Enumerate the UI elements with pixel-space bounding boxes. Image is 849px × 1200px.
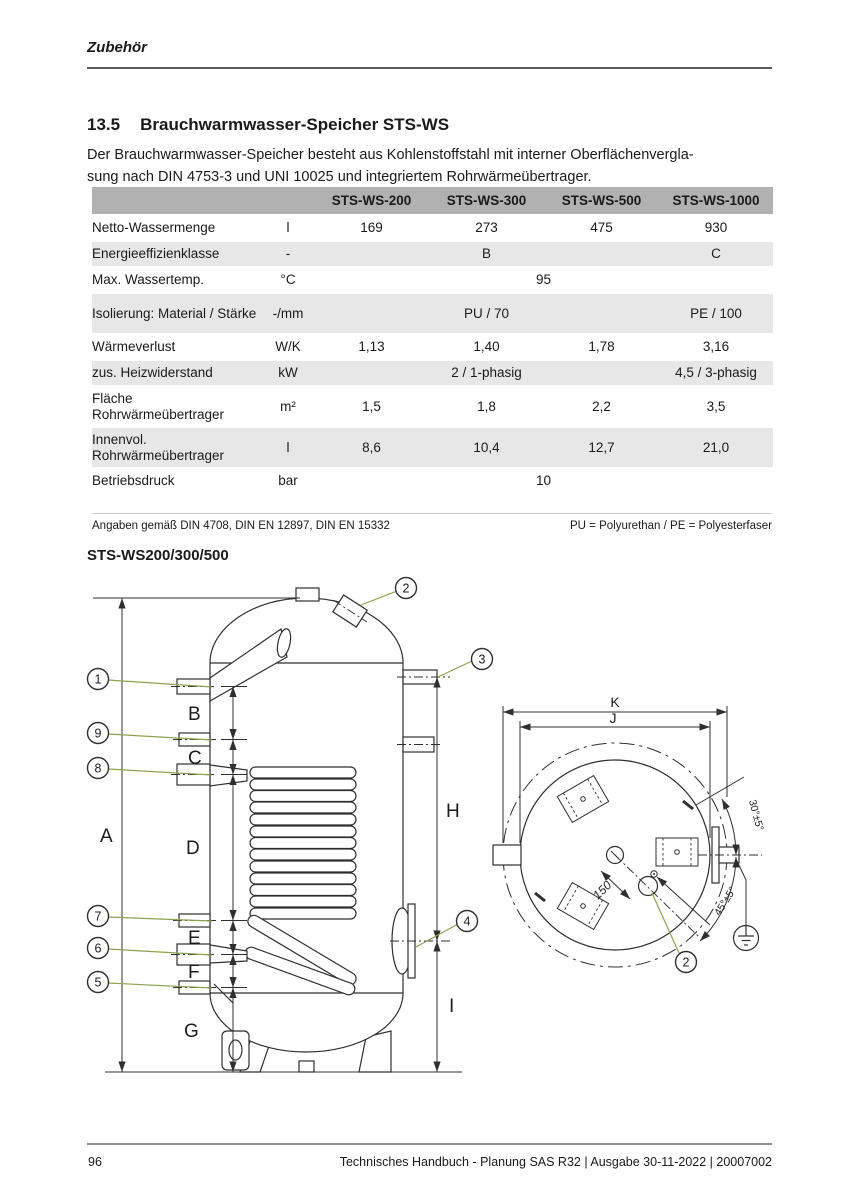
footer-text: Technisches Handbuch - Planung SAS R32 | Ausgabe 30-11-2022 | 20007002: [339, 1155, 772, 1169]
callout-3: [472, 649, 493, 670]
table-cell: 8,6: [362, 439, 381, 455]
dimension-J: [520, 710, 710, 843]
table-cell: 1,40: [473, 339, 500, 354]
dim-label-e: E: [188, 928, 201, 949]
row-label: Fläche Rohrwärmeübertrager: [92, 390, 225, 422]
table-row: [92, 215, 773, 241]
dim-label-d: D: [186, 838, 200, 859]
table-row: [92, 241, 773, 267]
dim-label-a: A: [100, 826, 113, 847]
table-cell: 1,8: [477, 398, 496, 414]
angle-label-30: 30°±5°: [746, 798, 766, 833]
callout-9: [88, 723, 109, 744]
column-header: STS-WS-500: [544, 187, 659, 215]
column-header-empty: [92, 187, 262, 215]
section-number: 13.5: [87, 115, 121, 134]
body-line: Der Brauchwarmwasser-Speicher besteht aus Kohlenstoffstahl mit interner Oberflächenvergla-: [87, 147, 694, 163]
diagram-subtitle: STS-WS200/300/500: [87, 547, 229, 564]
dim-label-150: 150: [590, 878, 615, 903]
dim-label-k: K: [610, 694, 620, 710]
callout-6: [88, 938, 109, 959]
running-title: Zubehör: [87, 39, 147, 56]
table-row: [92, 293, 773, 334]
table-cell: C: [711, 246, 721, 261]
table-cell: 3,16: [702, 339, 730, 354]
technical-drawing: [0, 575, 849, 1100]
dim-label-f: F: [188, 962, 200, 983]
column-header-empty: [262, 187, 314, 215]
row-label: zus. Heizwiderstand: [92, 365, 213, 380]
callout-1: [88, 669, 109, 690]
row-unit: W/K: [275, 339, 301, 354]
row-unit: l: [286, 220, 290, 235]
callout-2: [396, 578, 417, 599]
weld-mark: [683, 801, 693, 809]
table-cell: 2 / 1-phasig: [451, 365, 522, 380]
row-unit: l: [286, 439, 290, 455]
column-header: STS-WS-1000: [659, 187, 773, 215]
table-cell: 95: [535, 272, 552, 287]
callout-7: [88, 906, 109, 927]
svg-text:2: 2: [682, 955, 690, 970]
table-row: [92, 360, 773, 386]
table-cell: 12,7: [588, 439, 615, 455]
callout-leader: [652, 893, 679, 953]
page-number: 96: [88, 1155, 102, 1169]
table-cell: 1,78: [588, 339, 615, 354]
mounting-pad: [656, 838, 698, 866]
svg-text:9: 9: [94, 726, 102, 741]
tank-front-view: [88, 578, 493, 1073]
offset-port: [639, 877, 658, 896]
angle-reference-line: [696, 777, 744, 805]
table-header-row: [92, 187, 773, 215]
row-label: Wärmeverlust: [92, 339, 176, 354]
table-cell: 21,0: [702, 439, 730, 455]
table-cell: 4,5 / 3-phasig: [675, 365, 757, 380]
table-cell: 930: [704, 220, 728, 235]
svg-text:3: 3: [478, 652, 486, 667]
table-cell: 2,2: [592, 398, 611, 414]
weld-mark: [535, 893, 545, 901]
row-unit: °C: [280, 272, 296, 287]
center-port: [607, 847, 624, 864]
dim-label-c: C: [188, 748, 202, 769]
table-row: [92, 386, 773, 427]
table-cell: 10,4: [473, 439, 500, 455]
table-cell: 3,5: [706, 398, 726, 414]
svg-text:6: 6: [94, 941, 102, 956]
table-cell: PU / 70: [463, 305, 510, 321]
table-footnote-legend: PU = Polyurethan / PE = Polyesterfaser: [570, 520, 772, 532]
row-unit: bar: [278, 473, 298, 488]
table-row: [92, 334, 773, 360]
row-label: Max. Wassertemp.: [92, 272, 205, 287]
dim-label-i: I: [449, 996, 455, 1017]
callout-5: [88, 972, 109, 993]
row-label: Netto-Wassermenge: [92, 220, 216, 235]
section-heading: [87, 115, 449, 135]
row-unit: kW: [278, 365, 298, 380]
column-header: STS-WS-300: [429, 187, 544, 215]
row-label: Isolierung: Material / Stärke: [92, 305, 257, 321]
svg-text:7: 7: [94, 909, 102, 924]
table-footnote-standards: Angaben gemäß DIN 4708, DIN EN 12897, DIN EN 15332: [92, 520, 390, 532]
table-cell: 1,13: [358, 339, 385, 354]
body-line: sung nach DIN 4753-3 und UNI 10025 und integriertem Rohrwärmeübertrager.: [87, 169, 592, 185]
svg-text:1: 1: [94, 672, 102, 687]
dim-label-g: G: [184, 1021, 199, 1042]
header-rule: [87, 67, 772, 69]
svg-text:4: 4: [463, 914, 471, 929]
row-label: Energieeffizienklasse: [92, 246, 220, 261]
callout-8: [88, 758, 109, 779]
callout-4: [457, 911, 478, 932]
table-cell: B: [481, 246, 491, 261]
dimension-150: [590, 868, 632, 902]
column-header: STS-WS-200: [314, 187, 429, 215]
table-row: [92, 267, 773, 293]
section-body: [87, 144, 787, 188]
dim-label-b: B: [188, 704, 201, 725]
angle-label-45: 45°±5°: [711, 884, 739, 919]
table-cell: 169: [360, 220, 383, 235]
dim-label-j: J: [609, 710, 617, 726]
spec-table-wrapper: [92, 187, 772, 495]
footer-rule: [87, 1143, 772, 1145]
ground-symbol: [734, 861, 759, 951]
table-row: [92, 427, 773, 468]
mounting-pad: [557, 776, 608, 823]
dim-label-h: H: [446, 801, 460, 822]
table-cell: 475: [590, 220, 613, 235]
row-unit: -: [285, 246, 291, 261]
table-cell: 273: [475, 220, 498, 235]
svg-text:2: 2: [402, 581, 410, 596]
table-cell: 1,5: [362, 398, 381, 414]
row-label: Innenvol. Rohrwärmeübertrager: [92, 431, 225, 463]
dimension-chain-right: [433, 677, 459, 1072]
row-unit: -/mm: [272, 305, 304, 321]
row-label: Betriebsdruck: [92, 473, 175, 488]
side-port-top-view: [493, 845, 521, 865]
svg-text:5: 5: [94, 975, 102, 990]
table-cell: 10: [535, 473, 552, 488]
svg-text:8: 8: [94, 761, 102, 776]
angle-30deg: [719, 797, 766, 855]
spec-table: [92, 187, 773, 495]
tank-top-view: [493, 694, 766, 973]
reference-point: [651, 871, 657, 877]
row-unit: m²: [280, 398, 296, 414]
table-row: [92, 468, 773, 494]
table-bottom-rule: [92, 513, 772, 514]
callout-2-top-view: [676, 952, 697, 973]
section-title: Brauchwarmwasser-Speicher STS-WS: [140, 115, 450, 134]
table-cell: PE / 100: [690, 305, 742, 321]
top-port-stub: [296, 588, 319, 601]
